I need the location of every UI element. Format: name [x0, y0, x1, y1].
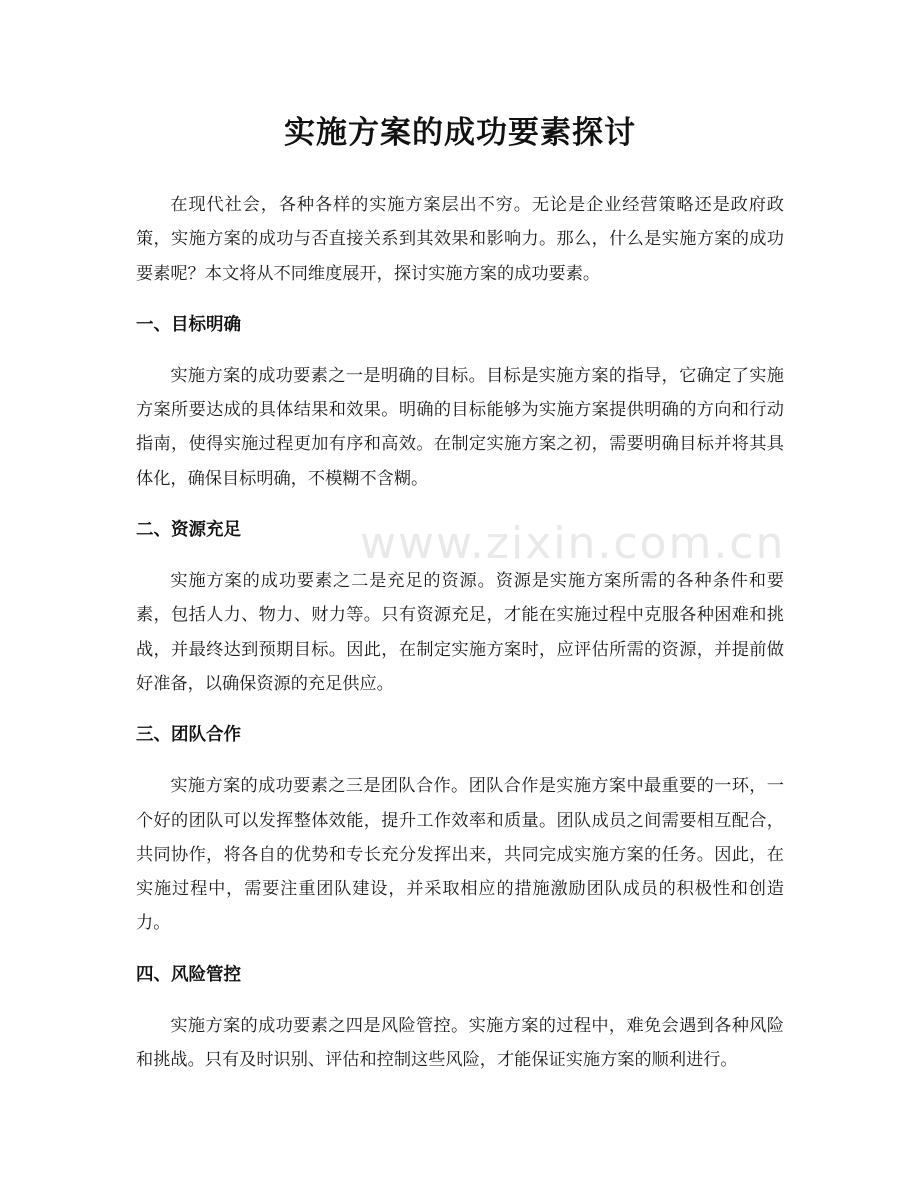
- section-heading-risk: 四、风险管控: [136, 964, 241, 985]
- section-body-risk: 实施方案的成功要素之四是风险管控。实施方案的过程中，难免会遇到各种风险和挑战。只有及时识别、评估和控制这些风险，才能保证实施方案的顺利进行。: [136, 1015, 784, 1071]
- intro-paragraph: 在现代社会，各种各样的实施方案层出不穷。无论是企业经营策略还是政府政策，实施方案的成功与否直接关系到其效果和影响力。那么，什么是实施方案的成功要素呢？本文将从不同维度展开，探讨实施方案的成功要素。: [136, 195, 784, 284]
- watermark: www.zixin.com.cn: [360, 518, 786, 569]
- section-heading-teamwork: 三、团队合作: [136, 725, 241, 746]
- document-title: 实施方案的成功要素探讨: [284, 115, 636, 151]
- section-body-goals: 实施方案的成功要素之一是明确的目标。目标是实施方案的指导，它确定了实施方案所要达成的具体结果和效果。明确的目标能够为实施方案提供明确的方向和行动指南，使得实施过程更加有序和高效。在制定实施方案之初，需要明确目标并将其具体化，确保目标明确，不模糊不含糊。: [136, 365, 784, 489]
- section-heading-goals: 一、目标明确: [136, 314, 241, 335]
- section-body-resources: 实施方案的成功要素之二是充足的资源。资源是实施方案所需的各种条件和要素，包括人力、物力、财力等。只有资源充足，才能在实施过程中克服各种困难和挑战，并最终达到预期目标。因此，在制定实施方案时，应评估所需的资源，并提前做好准备，以确保资源的充足供应。: [136, 571, 784, 694]
- document-content: [136, 112, 784, 1077]
- section-body-teamwork: 实施方案的成功要素之三是团队合作。团队合作是实施方案中最重要的一环，一个好的团队可以发挥整体效能，提升工作效率和质量。团队成员之间需要相互配合，共同协作，将各自的优势和专长充分发挥出来，共同完成实施方案的任务。因此，在实施过程中，需要注重团队建设，并采取相应的措施激励团队成员的积极性和创造力。: [136, 776, 784, 934]
- section-heading-resources: 二、资源充足: [136, 520, 241, 541]
